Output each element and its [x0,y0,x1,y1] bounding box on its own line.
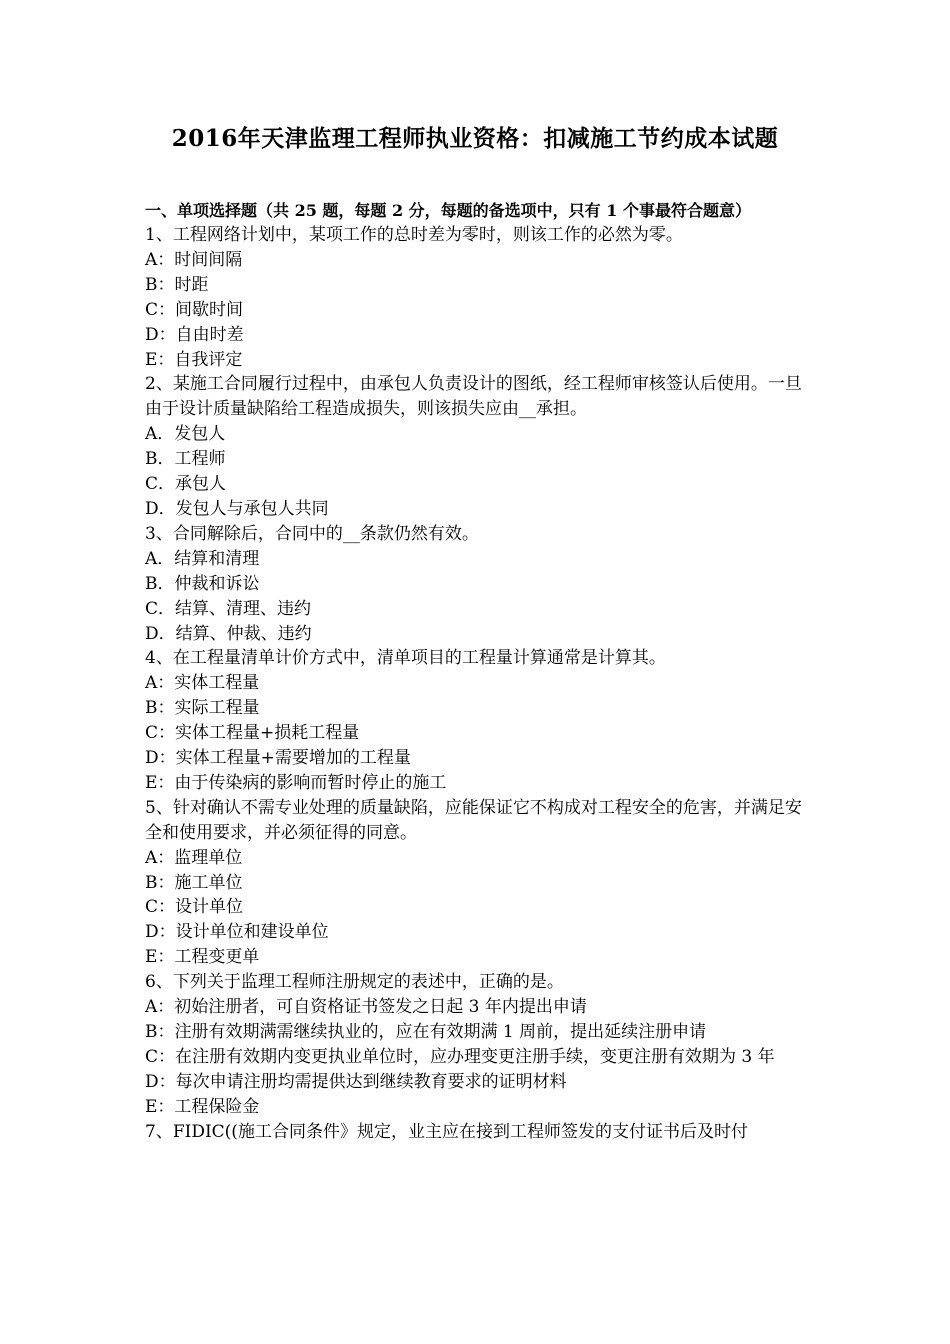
question-4: 4、在工程量清单计价方式中，清单项目的工程量计算通常是计算其。 [145,648,666,669]
option-line: C．结算、清理、违约 [145,598,312,619]
option-line: E：由于传染病的影响而暂时停止的施工 [145,772,447,793]
question-5: 5、针对确认不需专业处理的质量缺陷，应能保证它不构成对工程安全的危害，并满足安全和使用要求，并必须征得的同意。 [145,797,802,843]
option-line: A：实体工程量 [145,673,260,694]
option-line: D：自由时差 [145,324,244,345]
option-line: A．发包人 [145,424,226,445]
option-line: E：工程保险金 [145,1096,260,1117]
option-line: B：注册有效期满需继续执业的，应在有效期满 1 周前，提出延续注册申请 [145,1022,707,1042]
option-line: B：实际工程量 [145,698,260,719]
option-line: A．结算和清理 [145,548,260,569]
option-line: E：工程变更单 [145,947,260,968]
option-line: A：时间间隔 [145,249,243,270]
option-line: D：实体工程量+需要增加的工程量 [145,748,411,769]
option-line: D．发包人与承包人共同 [145,498,329,519]
document-title: 2016年天津监理工程师执业资格：扣减施工节约成本试题 [171,125,779,152]
option-line: B：时距 [145,274,209,295]
option-line: C：实体工程量+损耗工程量 [145,723,360,744]
option-line: D．结算、仲裁、违约 [145,623,312,644]
question-7: 7、FIDIC((施工合同条件》规定，业主应在接到工程师签发的支付证书后及时付 [145,1121,748,1142]
option-line: A：初始注册者，可自资格证书签发之日起 3 年内提出申请 [145,997,587,1018]
document-body [145,198,810,1145]
option-line: D：设计单位和建设单位 [145,922,329,943]
option-line: A：监理单位 [145,847,243,868]
question-2: 2、某施工合同履行过程中，由承包人负责设计的图纸，经工程师审核签认后使用。一旦由于设计质量缺陷给工程造成损失，则该损失应由__承担。 [145,374,802,420]
option-line: E：自我评定 [145,349,243,370]
option-line: B．工程师 [145,449,226,470]
option-line: C：在注册有效期内变更执业单位时，应办理变更注册手续，变更注册有效期为 3 年 [145,1046,775,1067]
option-line: D：每次申请注册均需提供达到继续教育要求的证明材料 [145,1071,567,1092]
option-line: B：施工单位 [145,872,243,893]
question-1: 1、工程网络计划中，某项工作的总时差为零时，则该工作的必然为零。 [145,225,683,245]
section-heading: 一、单项选择题（共 25 题，每题 2 分，每题的备选项中，只有 1 个事最符合题意） [145,201,751,220]
option-line: C：间歇时间 [145,299,244,320]
question-6: 6、下列关于监理工程师注册规定的表述中，正确的是。 [145,972,564,993]
question-3: 3、合同解除后，合同中的__条款仍然有效。 [145,523,479,544]
option-line: C：设计单位 [145,897,244,918]
option-line: C．承包人 [145,474,227,495]
option-line: B．仲裁和诉讼 [145,573,260,594]
